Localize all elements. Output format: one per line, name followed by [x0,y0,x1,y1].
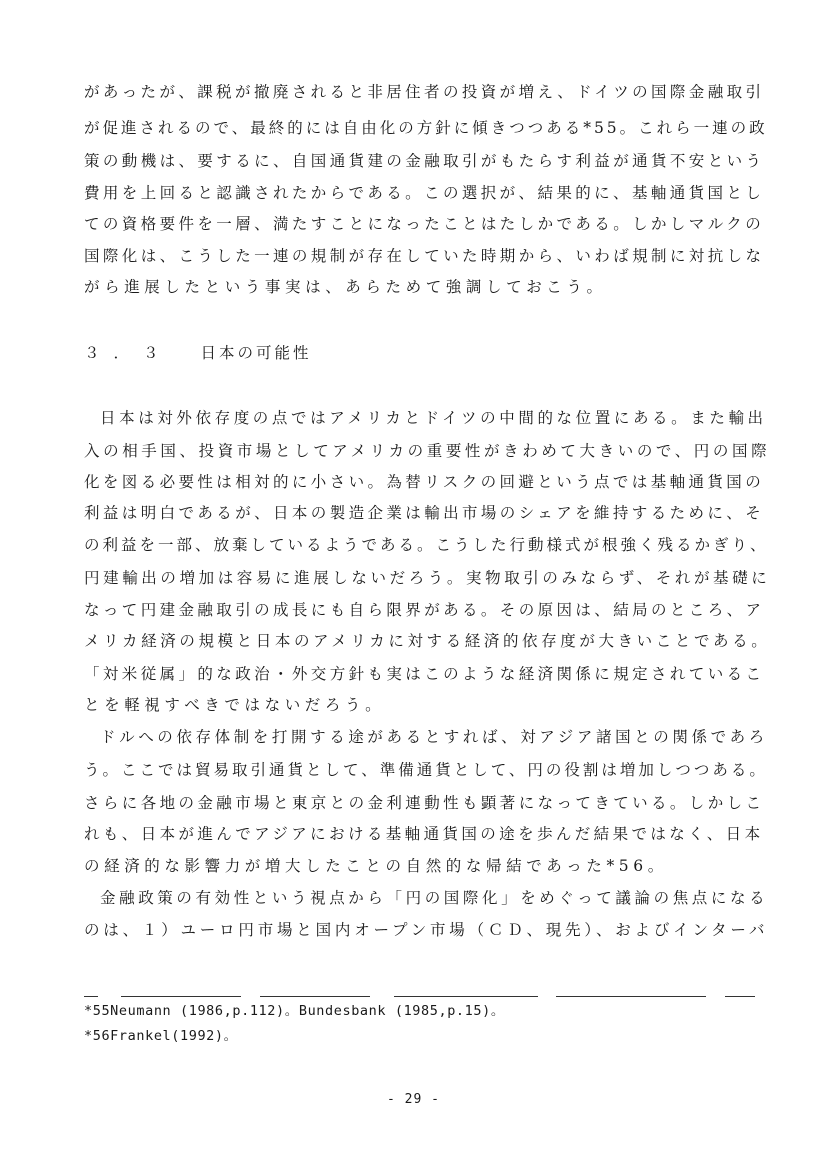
footnote-separator [556,996,706,997]
body-line: の経済的な影響力が増大したことの自然的な帰結であった*56。 [84,857,668,875]
footnote-separator [260,996,370,997]
body-line: のは、１）ユーロ円市場と国内オープン市場（ＣＤ、現先）、およびインターバ [84,921,769,939]
footnote-separator [84,996,98,997]
body-line: 入の相手国、投資市場としてアメリカの重要性がきわめて大きいので、円の国際 [84,442,771,460]
section-title: 日本の可能性 [200,344,312,362]
body-line: れも、日本が進んでアジアにおける基軸通貨国の途を歩んだ結果ではなく、日本 [84,825,764,843]
footnote-separator [725,996,755,997]
body-line: が促進されるので、最終的には自由化の方針に傾きつつある*55。これら一連の政 [84,119,768,137]
body-line: 利益は明白であるが、日本の製造企業は輸出市場のシェアを維持するために、そ [84,504,765,522]
section-heading [84,343,312,363]
body-line: 策の動機は、要するに、自国通貨建の金融取引がもたらす利益が通貨不安という [84,152,765,170]
footnote: *56Frankel(1992)。 [84,1028,238,1044]
body-line: があったが、課税が撤廃されると非居住者の投資が増え、ドイツの国際金融取引 [84,83,765,101]
body-line: う。ここでは貿易取引通貨として、準備通貨として、円の役割は増加しつつある。 [84,761,768,779]
footnote-separator [394,996,538,997]
body-line: 国際化は、こうした一連の規制が存在していた時期から、いわば規制に対抗しな [84,247,765,265]
body-line: ての資格要件を一層、満たすことになったことはたしかである。しかしマルクの [84,215,765,233]
body-line: 「対米従属」的な政治・外交方針も実はこのような経済関係に規定されているこ [84,665,765,683]
footnote-separator [121,996,241,997]
section-number: ３．３ [84,344,173,362]
body-line: 化を図る必要性は相対的に小さい。為替リスクの回避という点では基軸通貨国の [84,473,765,491]
body-line: 費用を上回ると認識されたからである。この選択が、結果的に、基軸通貨国とし [84,184,765,202]
body-line: 円建輸出の増加は容易に進展しないだろう。実物取引のみならず、それが基礎に [84,569,771,587]
body-line: がら進展したという事実は、あらためて強調しておこう。 [84,278,607,296]
body-line: 金融政策の有効性という視点から「円の国際化」をめぐって議論の焦点になる [100,889,769,907]
body-line: ドルへの依存体制を打開する途があるとすれば、対アジア諸国との関係であろ [100,728,768,746]
footnote: *55Neumann (1986,p.112)。Bundesbank (1985,p.15)。 [84,1003,505,1019]
body-line: とを軽視すべきではないだろう。 [84,696,386,714]
body-line: なって円建金融取引の成長にも自ら限界がある。その原因は、結局のところ、ア [84,601,765,619]
body-line: メリカ経済の規模と日本のアメリカに対する経済的依存度が大きいことである。 [84,632,771,650]
body-line: さらに各地の金融市場と東京との金利連動性も顕著になってきている。しかしこ [84,794,765,812]
body-line: 日本は対外依存度の点ではアメリカとドイツの中間的な位置にある。また輸出 [100,409,767,427]
page-number: - 29 - [387,1092,440,1107]
body-line: の利益を一部、放棄しているようである。こうした行動様式が根強く残るかぎり、 [84,536,769,554]
